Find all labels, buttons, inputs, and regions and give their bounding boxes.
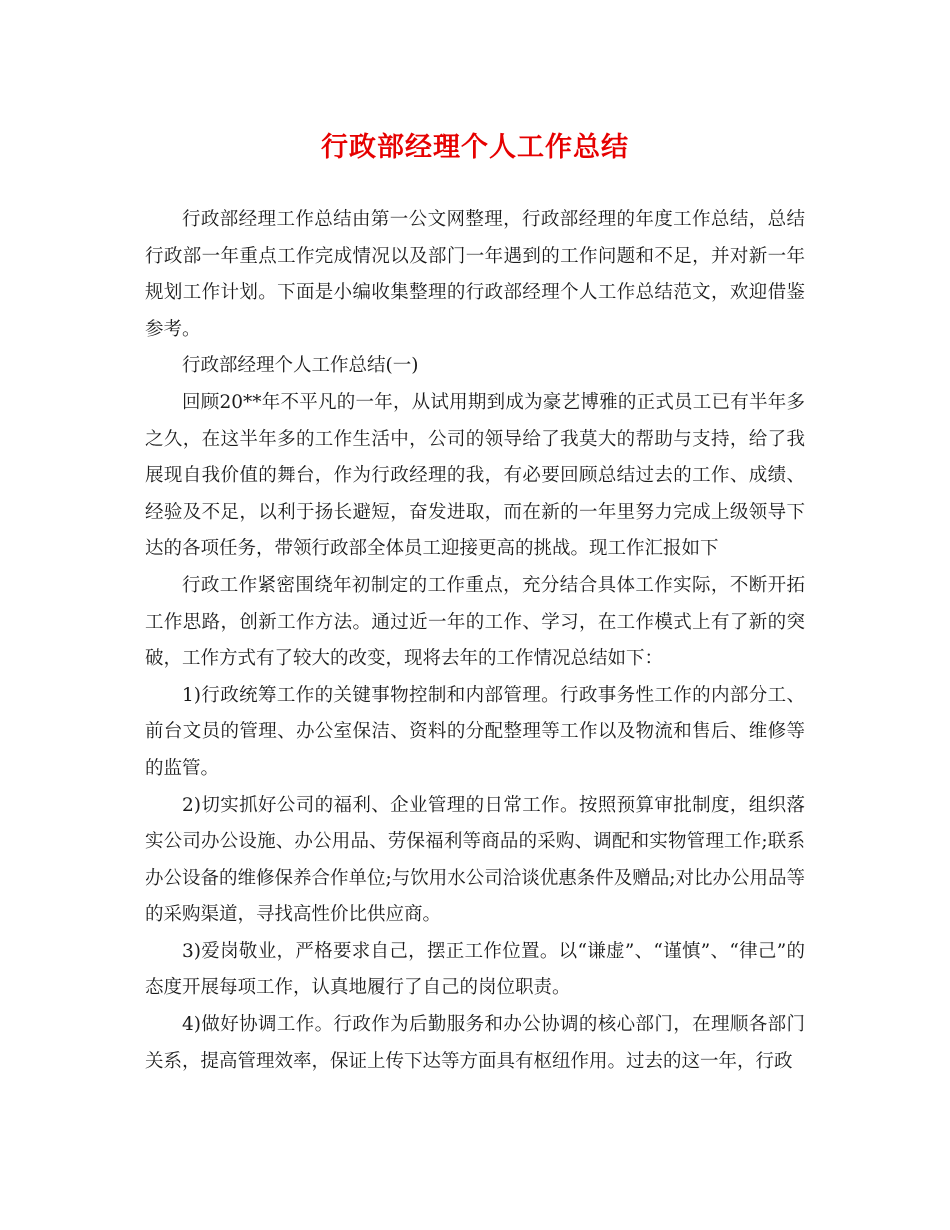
section-heading: 行政部经理个人工作总结(一) <box>182 355 419 377</box>
paragraph-item-4: 4)做好协调工作。行政作为后勤服务和办公协调的核心部门，在理顺各部门关系，提高管理效率，保证上传下达等方面具有枢纽作用。过去的这一年，行政 <box>145 1014 805 1072</box>
document-title: 行政部经理个人工作总结 <box>321 132 629 163</box>
paragraph-review: 回顾20**年不平凡的一年，从试用期到成为豪艺博雅的正式员工已有半年多之久，在这半年多的工作生活中，公司的领导给了我莫大的帮助与支持，给了我展现自我价值的舞台，作为行政经理的我，有必要回顾总结过去的工作、成绩、经验及不足，以利于扬长避短，奋发进取，而在新的一年里努力完成上级领导下达的各项任务，带领行政部全体员工迎接更高的挑战。现工作汇报如下 <box>145 391 805 560</box>
paragraph-item-1: 1)行政统筹工作的关键事物控制和内部管理。行政事务性工作的内部分工、前台文员的管理、办公室保洁、资料的分配整理等工作以及物流和售后、维修等的监管。 <box>145 684 805 779</box>
paragraph-item-3: 3)爱岗敬业，严格要求自己，摆正工作位置。以“谦虚”、“谨慎”、“律己”的态度开展每项工作，认真地履行了自己的岗位职责。 <box>145 940 805 999</box>
document-body <box>145 202 805 1080</box>
paragraph-overview: 行政工作紧密围绕年初制定的工作重点，充分结合具体工作实际，不断开拓工作思路，创新工作方法。通过近一年的工作、学习，在工作模式上有了新的突破，工作方式有了较大的改变，现将去年的工作情况总结如下： <box>145 574 805 670</box>
paragraph-intro: 行政部经理工作总结由第一公文网整理，行政部经理的年度工作总结，总结行政部一年重点工作完成情况以及部门一年遇到的工作问题和不足，并对新一年规划工作计划。下面是小编收集整理的行政部经理个人工作总结范文，欢迎借鉴参考。 <box>145 209 805 340</box>
paragraph-item-2: 2)切实抓好公司的福利、企业管理的日常工作。按照预算审批制度，组织落实公司办公设施、办公用品、劳保福利等商品的采购、调配和实物管理工作;联系办公设备的维修保养合作单位;与饮用水公司洽谈优惠条件及赠品;对比办公用品等的采购渠道，寻找高性价比供应商。 <box>145 794 805 926</box>
